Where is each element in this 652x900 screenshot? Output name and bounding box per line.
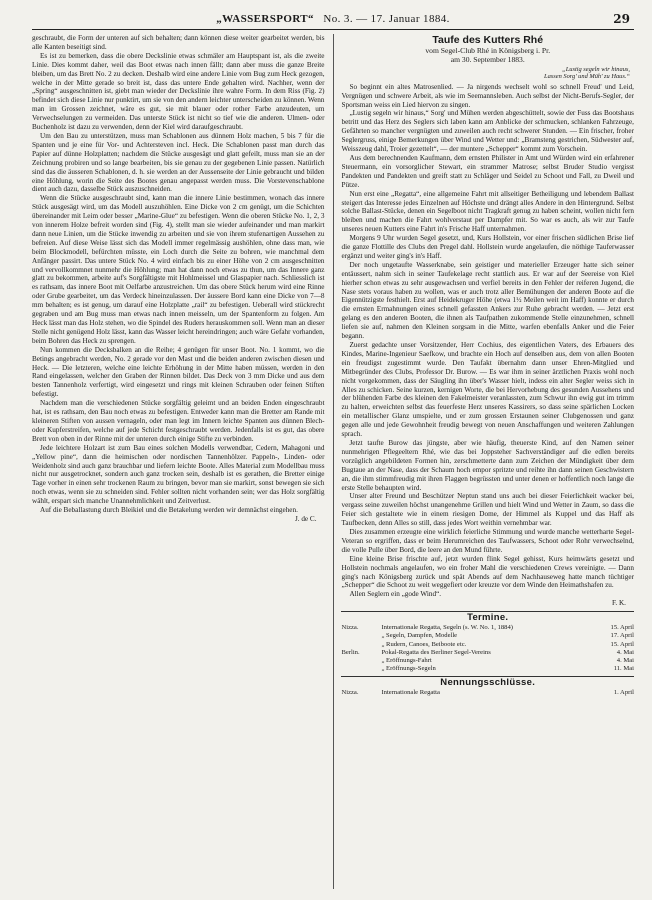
schedule-place — [341, 665, 381, 673]
paragraph: Um den Bau zu unterstützen, muss man Schablonen aus dünnem Holz machen, 5 bis 7 für die Spanten und je eine für Vor- und Achtersteven incl. Heck. Die Schablonen passt man durch das Papier auf dünne Holzplatten; nachdem die Stücke ausgesägt und glatt gefeilt, muss man sie an der Zeichnung probiren und so lange bearbeiten, bis sie genau zu der gegebenen Linie passen. Natürlich sind das die äusseren Schablonen, d. h. sie werden an der Aussenseite der Linie gebraucht und bilden eine Höhlung, worin die Seite des Bootes genau angepasst werden muss. Die Vorstevenschablone dient auch dazu, dasselbe Stück auszuschneiden. — [32, 131, 325, 194]
paragraph: Nun erst eine „Regatta“, eine allgemeine Fahrt mit allseitiger Betheiligung und lebendem Ballast steigert das Interesse jedes Einzelnen auf Höchste und drängt alles Andere in den Hintergrund. Selbst solche Ballast-Stücke, denen ein Segelboot nicht Tragkraft genug zu haben scheint, wollen nicht fern bleiben und machen die Fahrt wohlverstaut per Dampfer mit. So war es auch, als wir zur Taufe unseres neuen Kutters eine Fahrt in's Frische Haff unternahmen. — [341, 189, 634, 234]
schedule-date: 17. April — [610, 632, 634, 640]
schedule-row — [341, 641, 634, 649]
page-header — [32, 8, 634, 30]
schedule-date: 11. Mai — [613, 665, 634, 673]
paragraph: Unser alter Freund und Beschützer Neptun stand uns auch bei dieser Feierlichkeit wacker bei, vergass seine zuweilen höchst unangenehme Grillen und hielt Wind und Wetter in Zaum, so dass die Feier sich gestaltete wie in einem riesigen Dome, der Himmel als Kuppel und das Haff als Taufbecken, denn Alles so still, dass jedes Wort weithin vernehmbar war. — [341, 492, 634, 528]
schedule-event: Pokal-Regatta des Berliner Segel-Vereins — [381, 648, 491, 656]
paragraph: Der noch ungetaufte Wasserknabe, sein geistiger und materieller Erzeuger hatte sich seiner entäussert, nahm sich in seiner Taufekelage recht stattlich aus. Er war auf der Seereise von Kiel hierher schon etwas zu sehr ausgewachsen und verfiel bereits in den Fehler der reiferen Jugend, die Nase stets voraus haben zu wollen, was er auch trotz aller Bemühungen der anderen Boote auf die Eigennützigste festhielt. Erst auf Heidekruger Höhe (etwa 1½ Meilen weit im Haff) konnte er durch die ernsten Ermahnungen eines schnell gefassten Ankers zur Ruhe gebracht werden. — Jetzt erst gelang es den anderen Booten, die ihnen als Taufpathen zukommende Stelle einzunehmen, schnell liefen sie auf, nahmen den Kleinen sorgsam in die Mitte, warfen ebenfalls Anker und die Feier begann. — [341, 260, 634, 341]
article-motto: „Lustig segeln wir hinaus, Lassen Sorg' und Müh' zu Haus.“ — [544, 65, 630, 81]
schedule-event: „ Rudern, Canoes, Beiboote etc. — [381, 640, 467, 648]
schedule-event: „ Segeln, Dampfen, Modelle — [381, 632, 458, 640]
paragraph: Morgens 9 Uhr wurden Segel gesetzt, und, Kurs Hollstein, vor einer frischen südlichen Brise lief die ganze Flottille des Clubs den Pregel dahl. Hollstein wurde angelaufen, die nöthige Tauferwasser ergänzt und weiter ging's in's Haff. — [341, 234, 634, 260]
nennungsschluesse-heading: Nennungsschlüsse. — [440, 677, 536, 689]
article-subtitle-2: am 30. September 1883. — [450, 54, 525, 64]
schedule-event: „ Eröffnungs-Fahrt — [381, 656, 432, 664]
schedule-event: Internationale Regatta — [381, 689, 440, 697]
schedule-row — [341, 632, 634, 640]
paragraph: Dies zusammen erzeugte eine wirklich feierliche Stimmung und wurde manche wetterharte Segel-Veteran so ergriffen, dass er beim Herumreichen des Taufwassers, Schoot oder Rohr verwechselnd, die volle Pulle über Bord, die leere an den Mund führte. — [341, 528, 634, 554]
left-column — [32, 34, 325, 889]
paragraph: Es ist zu bemerken, dass die obere Deckslinie etwas schmäler am Hauptspant ist, als die zweite Linie. Dies kommt daher, weil das Boot etwas nach innen fällt; dann aber muss die ganze Breite bleiben, um das Brett No. 2 zu decken. Deshalb wird eine andere Linie vom Bug zum Heck gezogen, welche in der Mitte gerade so breit ist, dass das untere Ende gehalten wird. Nachher, wenn der „Spring“ ausgeschnitten ist, giebt man wieder der Deckslinie ihre wahre Form. In dem Riss (Fig. 2) befindet sich diese Linie nur punktirt, um sie von den andern leichter unterscheiden zu können. Wenn man im Grossen zeichnet, wäre es gut, sie mit blauer oder rother Farbe anzudeuten, um Verwechselungen zu vermeiden. Das unterste Stück ist nicht so tief wie die anderen. Ulmen- oder Buchenholz ist dazu zu verwenden, denn der Kiel wird daraufgeschraubt. — [32, 51, 325, 132]
running-title — [216, 13, 450, 25]
paragraph: Nachdem man die verschiedenen Stücke sorgfältig geleimt und an beiden Enden eingeschraubt hat, ist es rathsam, den Bau noch etwas zu befestigen. Entweder kann man die Bretter am Rande mit kleineren Stiften von aussen vernageln, oder man legt im Innern leichte Spanten aus dünnen Blech- oder Kupferstreifen, welche auf jede Schicht festgeschraubt werden. Jedenfalls ist es gut, das obere Brett von oben in der Rinne mit der unteren durch einige Stifte zu verbinden. — [32, 399, 325, 443]
schedule-date: 15. April — [610, 640, 634, 648]
article-text — [341, 83, 634, 600]
paragraph: Allen Seglern ein „gode Wind“. — [349, 590, 442, 599]
schedule-row — [341, 665, 634, 673]
paragraph: Aus dem berechnenden Kaufmann, dem ernsten Philister in Amt und Würden wird ein erfahrener Steuermann, ein vorsorglicher Stewart, ein strammer Matrose; selbst Bruder Studio vergisst Pandekten und Pandekten und greift statt zu Schläger und Seidel zu Schoot und Fall, zu Dweil und Pütze. — [341, 153, 634, 189]
termine-table — [341, 624, 634, 673]
schedule-place — [341, 657, 381, 665]
schedule-place: Berlin. — [341, 648, 360, 656]
schedule-date: 4. Mai — [616, 656, 634, 664]
schedule-date: 1. April — [613, 689, 634, 697]
issue-info: No. 3. — 17. Januar 1884. — [323, 12, 450, 25]
journal-name: „WASSERSPORT“ — [216, 12, 314, 25]
paragraph: Wenn die Stücke ausgeschraubt sind, kann man die innere Linie bestimmen, wonach das innere Stück ausgesägt wird, um das Modell auszuhöhlen. Eine Dicke von 2 cm genügt, um die Schichten übereinander mit Leim oder besser „Marine-Glue“ zu befestigen. Wenn die oberen Stücke No. 1, 2, 3 von innerem Holze befreit worden sind (Fig. 4), stellt man sie wieder aufeinander und man markirt dann neue Linien, um die Stücke inwendig zu arbeiten und sie von ihrem stufenartigen Aussehen zu befreien. Auf diese Weise lässt sich das Modell immer regelmässig aushöhlen, ohne dass man, wie beim Blockmodell, befürchten müsste, ein Loch durch die Seite zu bohren, wie manchmal dem Anfänger passirt. Das untere Stück No. 4 wird einfach bis zu einer Höhe von 2 cm ausgeschnitten und vervollkommnet nunmehr die Höhlung; man hat dann noch etwas zu thun, um das Innere ganz glatt zu bekommen, arbeite auf's Sorgfältigste mit Hohlmeissel und Glaspapier nach. Schliesslich ist es rathsam, das innere Boot mit Oelfarbe anzustreichen. Um das obere Stück herum wird eine Rinne oder Grube gearbeitet, um das Verdeck hineinzulassen. Der äussere Bord kann eine Dicke von 7—8 mm behalten; es ist genug, um darauf eine Holzplatte „rail“ zu befestigen. Ueberall wird stückrecht gegraben und am Bug muss man etwas nach innen meisseln, um der Spantenform zu folgen. Am Heck lässt man das Holz stehen, wo die Spindel des Ruders herauskommen soll. Wenn man an dieser Stelle nicht genügend Holz lässt, kann das Wasser leicht hereindringen; auch wäre Gefahr vorhanden, beim Bohren das Heck zu sprengen. — [32, 194, 325, 345]
schedule-event: „ Eröffnungs-Segeln — [381, 665, 436, 673]
paragraph: Eine kleine Brise frischte auf, jetzt wurden flink Segel gehisst, Kurs heimwärts gesetzt und Hollstein nochmals angelaufen, wo ein froher Mahl die verschiedenen Crews vereinigte. — Dann ging's nach Königsberg zurück und spät Abends auf dem Nachhauseweg hatte manch tüchtiger „Schepper“ die Schoot zu weit weggefiert oder kreuzte vor dem Winde den Heimathshafen zu. — [341, 554, 634, 590]
paragraph: Zuerst gedachte unser Vorsitzender, Herr Cochius, des eigentlichen Vaters, des Erbauers des Kindes, Marine-Ingenieur Saefkow, und brachte ein Hoch auf denselben aus, dem von allen Booten ein freudigst zugestimmt wurde. Den Taufakt übernahm dann unser Ehren-Mitglied und Mitbegründer des Clubs, Professor Dr. Burow. — Es war ihm in seiner ärztlichen Praxis wohl noch nicht vorgekommen, dass der Säugling ihn über's Wasser hielt, indess ein alter Segler weiss sich in Alles zu schicken. Seine kurzen, kernigen Worte, die bei Hervorhebung des gesunden Aussehens und der blühenden Farbe des kleinen den Fakelmeister veranlassten, zum Schwur ihn ewig gut im trimm zu halten, erweichten selbst das feuerfeste Herz unseres Kassirers, so dass seine spärlichen Locken ein metallischer Glanz umspielte, und er zum grossen Erstaunen seiner Clubgenossen und ganz gegen alle und jede Gewohnheit freudig bewegt von neuen Anschaffungen und weiteren Zahlungen sprach. — [341, 341, 634, 439]
schedule-place — [341, 632, 381, 640]
paragraph: „Lustig segeln wir hinaus,“ Sorg' und Mühen werden abgeschüttelt, sowie der Fuss das Bootshaus betritt und das Herz des Seglers sich laben kann am Anblicke der schmucken, schlanken Fahrzeuge, Gefährten so mancher vergnügten und zuweilen auch recht schwerer Stunden. — Ein frischer, froher Seglergruss, einige Bemerkungen über Wind und Wetter und: „Bramsteng gestrichen, Südwester auf, Weisszeug dahl, Troier gezettelt“, — der muntere „Schepper“ kommt zum Vorschein. — [341, 109, 634, 154]
schedule-place: Nizza. — [341, 689, 359, 697]
schedule-event: Internationale Regatta, Segeln (s. W. No. 1, 1884) — [381, 624, 513, 632]
schedule-row — [341, 689, 634, 697]
paragraph: Jetzt taufte Burow das jüngste, aber wie häufig, theuerste Kind, auf den Namen seiner nunmehrigen Pflegeeltern Rhé, wie das bei Joppsteher Sachverständiger auf die edlen bereits vorzüglich angebildeten Formen hin, zerschmetterte dann zum Zeichen der Mündigkeit über dem Bugtaue an der Nase, dass der Schaum hoch empor spritzte und reihte ihn dann seinen Geschwistern an, die ihm stimmfreudig mit ihren Flaggen begrüssten und unter denen er hoffentlich noch lange die erste Stelle behaupten wird. — [341, 438, 634, 492]
nennungsschluesse-table — [341, 689, 634, 697]
article-subtitle-1: vom Segel-Club Rhé in Königsberg i. Pr. — [425, 45, 551, 55]
termine-heading: Termine. — [467, 612, 509, 624]
column-divider — [333, 34, 334, 889]
left-article-text — [32, 34, 325, 515]
paragraph: So beginnt ein altes Matrosenlied. — Ja nirgends wechselt wohl so schnell Freud' und Leid, Vergnügen und schwere Arbeit, als wie im Seemannsleben. Auch selbst der Nicht-Berufs-Segler, der Sportsman weiss ein Lied hiervon zu singen. — [341, 82, 634, 109]
schedule-place: Nizza. — [341, 624, 359, 632]
schedule-row — [341, 624, 634, 632]
article-signature: F. K. — [611, 599, 626, 608]
schedule-date: 4. Mai — [616, 648, 634, 656]
paragraph: Nun kommen die Decksbalken an die Reihe; 4 genügen für unser Boot. No. 1 kommt, wo die Betings angebracht werden, No. 2 gerade vor den Mast und die beiden anderen zwischen diesen und Heck. — Die letzteren, welche eine leichte Erhöhung in der Mitte haben müssen, werden in den Rand eingelassen, welcher den Graben der Rinnen bildet. Das Deck von 3 mm Dicke und aus dem besten Tannenholz verfertigt, wird eingesetzt und rings mit kleinen Schrauben oder feinen Stiften befestigt. — [32, 345, 325, 399]
paragraph: Auf die Beballastung durch Bleikiel und die Betakelung werden wir demnächst eingehen. — [40, 506, 298, 515]
paragraph: Jede leichtere Holzart ist zum Bau eines solchen Modells verwendbar, Cedern, Mahagoni und „Yellow pine“, dann die heimischen oder nordischen Tannenhölzer. Pappeln-, Linden- oder Weidenholz sind auch ganz brauchbar und liefern leichte Boote. Alles Material zum Modellbau muss nicht nur ausgetrocknet, sondern auch ganz trocken sein, deshalb ist es gerathen, die Bretter einige Tage vorher in einen sehr trockenen Raum zu bringen, bevor man sie markirt, sonst bewegen sie sich noch etwas, wenn sie zu schneiden sind. Fehler sollten nicht vorhanden sein; wer das Holz sorgfältig wählt, erspart sich manche Unannehmlichkeit und Zeitverlust. — [32, 443, 325, 506]
schedule-row — [341, 649, 634, 657]
schedule-row — [341, 657, 634, 665]
schedule-place — [341, 641, 381, 649]
paragraph: geschraubt, die Form der unteren auf sich behalten; dann können diese weiter gearbeitet werden, bis alle Kanten beseitigt sind. — [32, 34, 325, 51]
schedule-date: 15. April — [610, 624, 634, 632]
article-title: Taufe des Kutters Rhé — [432, 34, 544, 46]
two-column-body — [32, 34, 634, 889]
right-column — [341, 34, 634, 889]
page-number: 29 — [613, 12, 630, 26]
left-signature: J. de C. — [294, 514, 317, 523]
